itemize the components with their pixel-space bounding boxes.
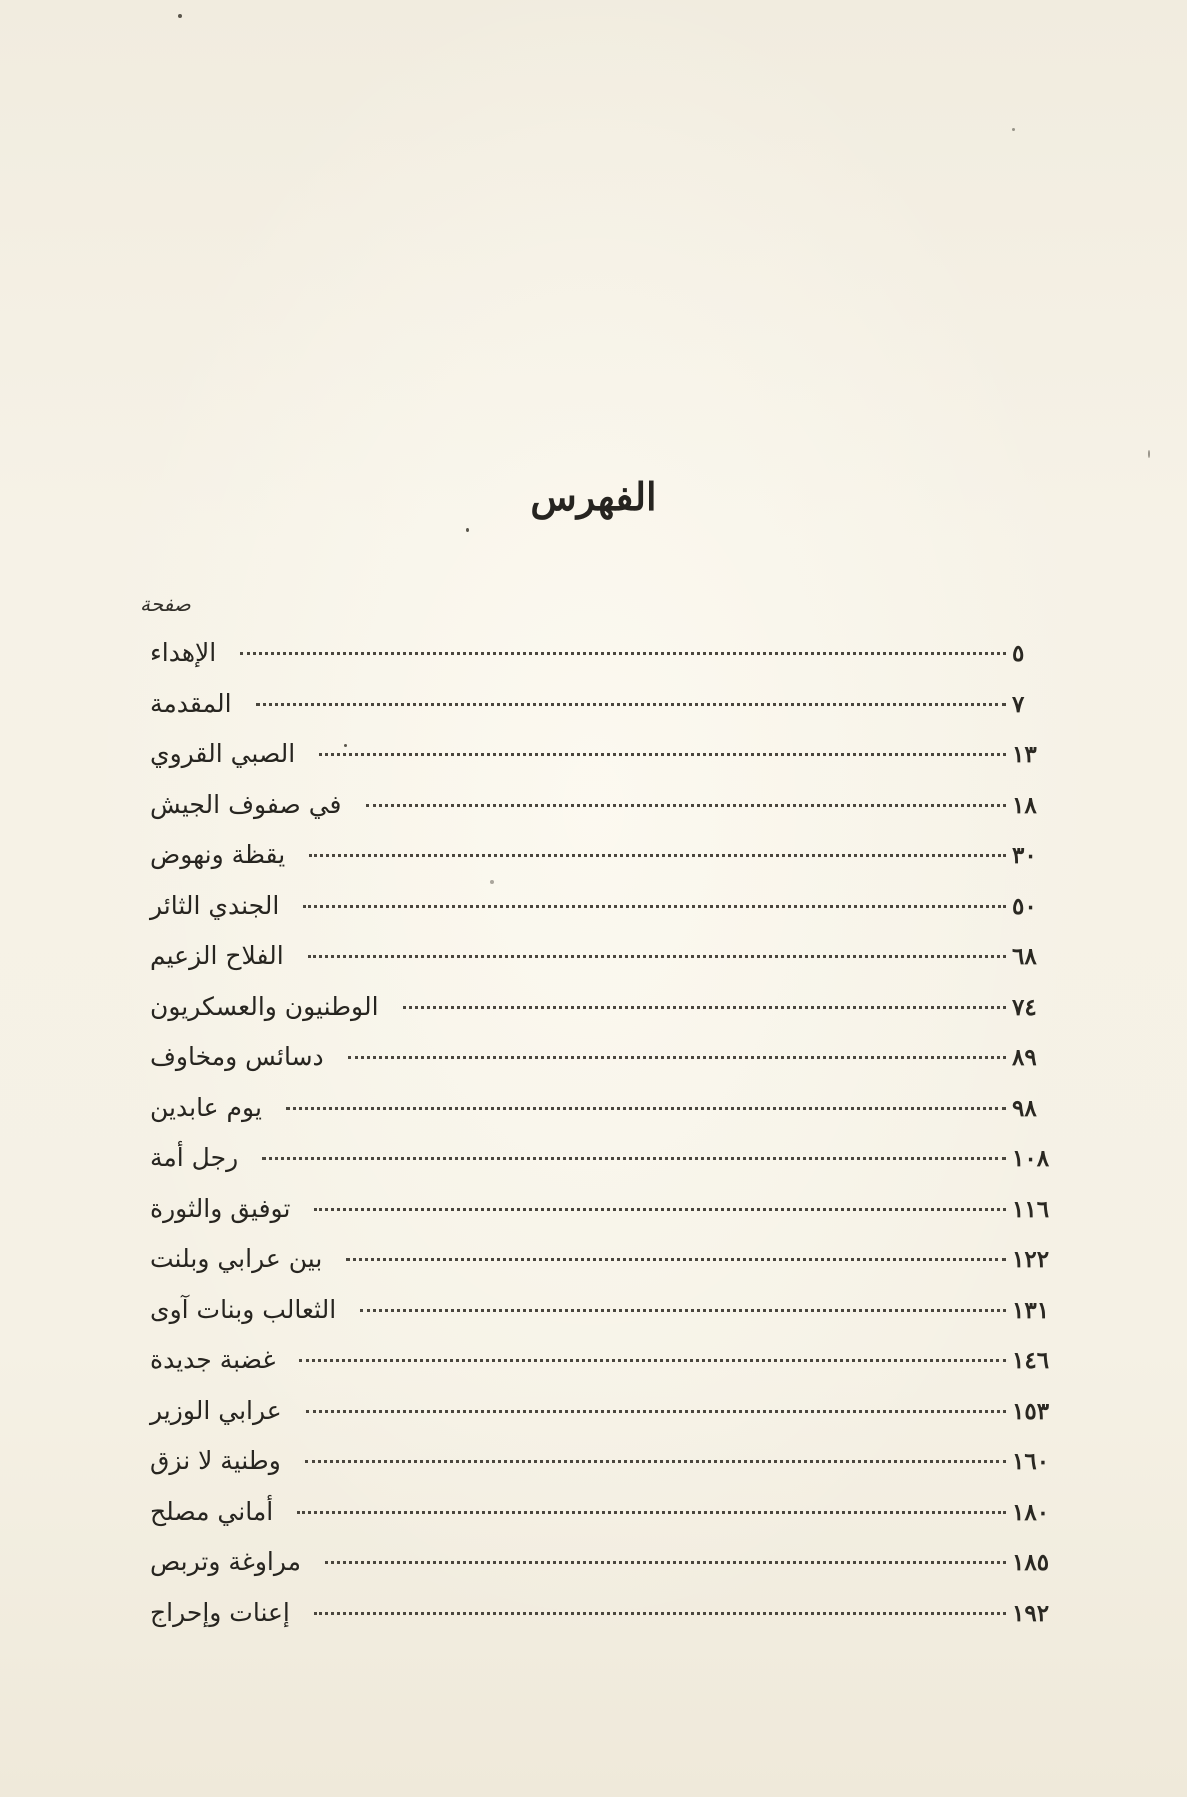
toc-entry-title: الفلاح الزعيم <box>150 941 284 970</box>
toc-entry <box>140 1042 1072 1093</box>
toc-entry-title: مراوغة وتربص <box>150 1547 302 1576</box>
dot-leader <box>256 703 1006 706</box>
dot-leader <box>240 652 1006 655</box>
toc-entry-title: الوطنيون والعسكريون <box>150 991 379 1021</box>
dot-leader <box>314 1208 1006 1211</box>
toc-entry <box>140 1547 1072 1598</box>
toc-entry-title: الإهداء <box>150 638 217 667</box>
paper-speck <box>1148 450 1150 458</box>
toc-entry <box>140 1295 1072 1346</box>
toc-entry-title: عرابي الوزير <box>150 1395 282 1425</box>
toc-entry <box>140 790 1072 841</box>
toc-entry <box>140 1497 1072 1548</box>
dot-leader <box>299 1359 1006 1362</box>
toc-entry-page-number: ٧٤ <box>1012 993 1037 1021</box>
table-of-contents <box>140 638 1072 1648</box>
dot-leader <box>403 1006 1006 1009</box>
toc-entry-title: الجندي الثائر <box>150 890 280 920</box>
paper-speck <box>178 14 182 18</box>
dot-leader <box>348 1056 1006 1059</box>
dot-leader <box>360 1309 1006 1312</box>
dot-leader <box>297 1511 1006 1514</box>
toc-entry-page-number: ١٨٠ <box>1012 1498 1050 1526</box>
toc-entry <box>140 1093 1072 1144</box>
toc-entry <box>140 1345 1072 1396</box>
toc-entry-title: وطنية لا نزق <box>150 1446 281 1475</box>
toc-entry-page-number: ١٨ <box>1012 791 1037 819</box>
dot-leader <box>262 1157 1006 1160</box>
toc-entry-page-number: ١٥٣ <box>1012 1397 1050 1425</box>
toc-entry-page-number: ٣٠ <box>1012 842 1037 869</box>
toc-entry <box>140 1446 1072 1497</box>
toc-entry <box>140 941 1072 992</box>
toc-entry <box>140 1244 1072 1295</box>
dot-leader <box>319 753 1006 756</box>
toc-entry-page-number: ٦٨ <box>1012 943 1037 970</box>
toc-entry-page-number: ١٨٥ <box>1012 1549 1050 1576</box>
toc-entry-title: يوم عابدين <box>150 1092 262 1122</box>
toc-entry-page-number: ١٣ <box>1012 741 1037 768</box>
dot-leader <box>308 955 1006 958</box>
toc-entry <box>140 739 1072 790</box>
dot-leader <box>286 1107 1006 1110</box>
toc-entry <box>140 1598 1072 1649</box>
toc-entry-page-number: ٨٩ <box>1012 1044 1037 1071</box>
toc-entry-title: توفيق والثورة <box>150 1193 291 1223</box>
toc-entry-page-number: ٥٠ <box>1012 892 1037 920</box>
toc-entry-title: غضبة جديدة <box>150 1345 276 1374</box>
dot-leader <box>305 1460 1006 1463</box>
toc-entry-title: المقدمة <box>150 688 232 718</box>
toc-entry <box>140 1194 1072 1245</box>
toc-entry-title: الثعالب وبنات آوى <box>150 1294 337 1324</box>
toc-entry <box>140 891 1072 942</box>
toc-entry-title: رجل أمة <box>150 1143 239 1172</box>
toc-entry-title: إعنات وإحراج <box>150 1597 290 1627</box>
toc-entry-title: في صفوف الجيش <box>150 789 342 819</box>
toc-entry-title: دسائس ومخاوف <box>150 1042 324 1071</box>
toc-entry-title: الصبي القروي <box>150 739 296 768</box>
dot-leader <box>303 905 1006 908</box>
toc-entry-page-number: ٩٨ <box>1012 1094 1037 1122</box>
dot-leader <box>314 1612 1006 1615</box>
toc-entry-title: بين عرابي وبلنت <box>150 1244 323 1273</box>
toc-entry-page-number: ١٤٦ <box>1012 1347 1050 1374</box>
page-column-label: صفحة <box>140 592 191 616</box>
toc-entry-page-number: ١٢٢ <box>1012 1246 1050 1273</box>
dot-leader <box>366 804 1006 807</box>
dot-leader <box>346 1258 1006 1261</box>
dot-leader <box>306 1410 1006 1413</box>
toc-entry <box>140 1396 1072 1447</box>
toc-entry-page-number: ١٦٠ <box>1012 1448 1050 1475</box>
toc-entry-page-number: ٧ <box>1012 690 1025 718</box>
toc-entry-page-number: ١٠٨ <box>1012 1145 1050 1172</box>
toc-entry-title: يقظة ونهوض <box>150 840 286 869</box>
toc-entry-title: أماني مصلح <box>150 1496 274 1526</box>
page-title: الفهرس <box>530 474 657 519</box>
paper-speck <box>466 528 469 532</box>
toc-entry <box>140 638 1072 689</box>
toc-entry-page-number: ٥ <box>1012 640 1025 667</box>
dot-leader <box>309 854 1006 857</box>
toc-entry <box>140 1143 1072 1194</box>
toc-entry-page-number: ١٩٢ <box>1012 1599 1050 1627</box>
toc-entry-page-number: ١٣١ <box>1012 1296 1050 1324</box>
toc-entry <box>140 840 1072 891</box>
toc-entry-page-number: ١١٦ <box>1012 1195 1050 1223</box>
toc-entry <box>140 992 1072 1043</box>
toc-entry <box>140 689 1072 740</box>
dot-leader <box>325 1561 1006 1564</box>
paper-speck <box>1012 128 1015 131</box>
